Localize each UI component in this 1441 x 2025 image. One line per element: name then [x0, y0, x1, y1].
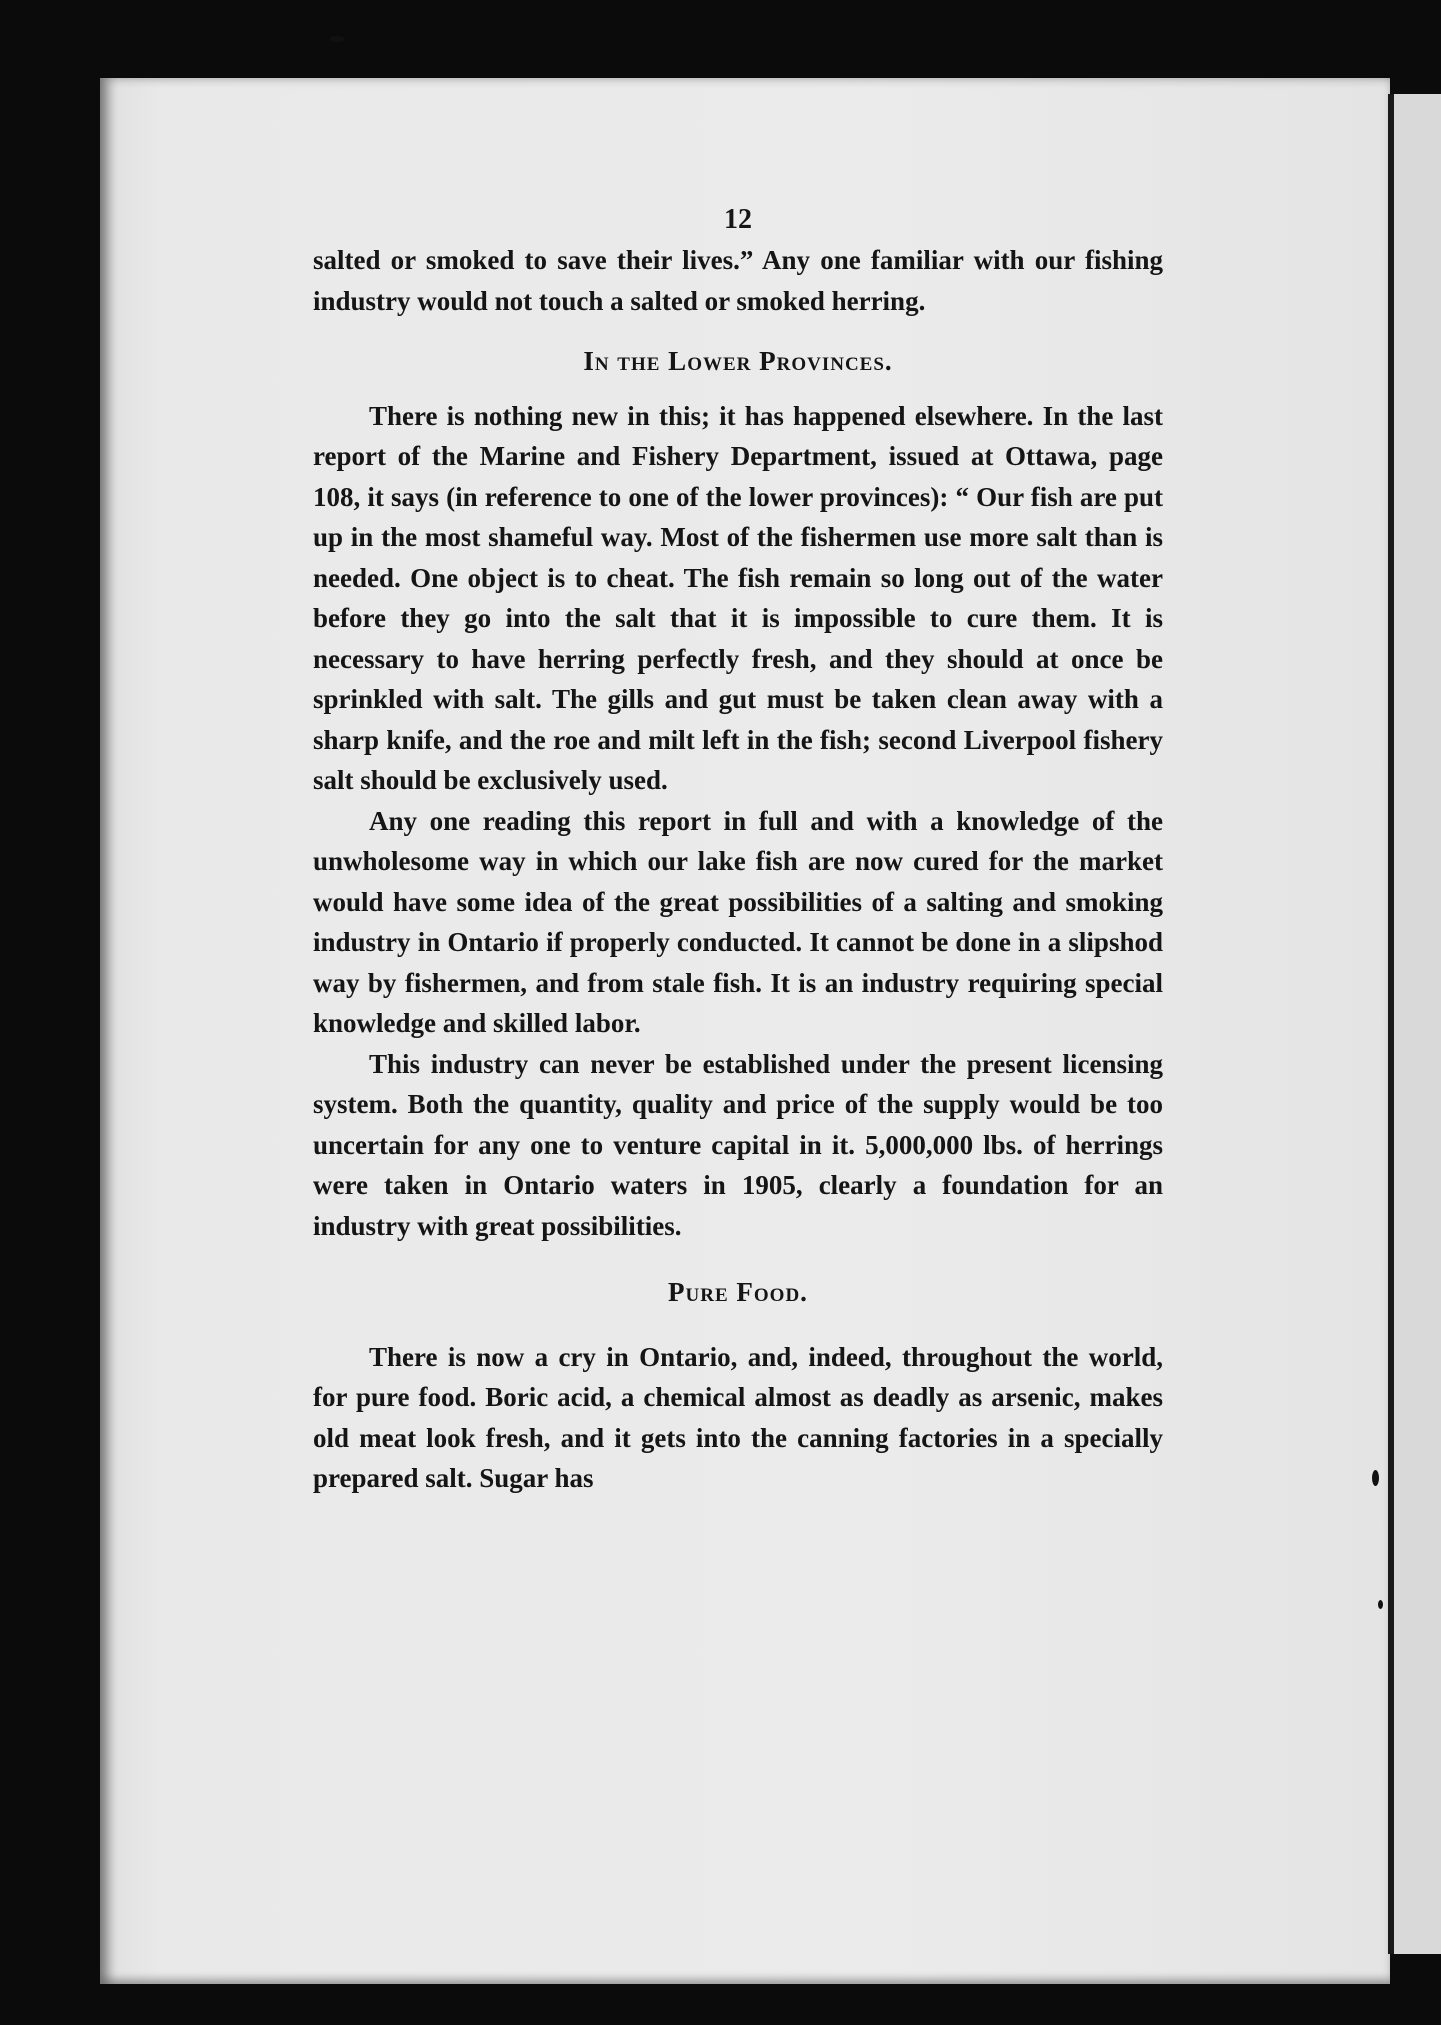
- paragraph: This industry can never be established under the present licensing system. Both the quantity, quality and price of the supply would be too uncertain for any one to venture capital in it. 5,000,000 lbs. of herrings were taken in Ontario waters in 1905, clearly a foundation for an industry with great possibilities.: [313, 1048, 1163, 1241]
- text-block: [313, 200, 1163, 1499]
- scan-speck: [330, 36, 344, 42]
- scan-speck: [1372, 1470, 1379, 1486]
- paragraph: There is nothing new in this; it has happened elsewhere. In the last report of the Marine and Fishery Department, issued at Ottawa, page 108, it says (in reference to one of the lower provinces): “ Our fish are put up in the most shameful way. Most of the fishermen use more salt than is needed. One object is to cheat. The fish remain so long out of the water before they go into the salt that it is impossible to cure them. It is necessary to have herring perfectly fresh, and they should at once be sprinkled with salt. The gills and gut must be taken clean away with a sharp knife, and the roe and milt left in the fish; second Liverpool fishery salt should be exclusively used.: [313, 400, 1163, 795]
- section-heading-lower-provinces: In the Lower Provinces.: [583, 346, 893, 376]
- paragraph-continued: salted or smoked to save their lives.” Any one familiar with our fishing industry would not touch a salted or smoked herring.: [313, 245, 1163, 316]
- paragraph: Any one reading this report in full and with a knowledge of the unwholesome way in which our lake fish are now cured for the market would have some idea of the great possibilities of a salting and smoking industry in Ontario if properly conducted. It cannot be done in a slipshod way by fishermen, and from stale fish. It is an industry requiring special knowledge and skilled labor.: [313, 805, 1163, 1038]
- paragraph: There is now a cry in Ontario, and, indeed, throughout the world, for pure food. Boric acid, a chemical almost as deadly as arsenic, makes old meat look fresh, and it gets into the canning factories in a specially prepared salt. Sugar has: [313, 1341, 1163, 1493]
- page-number: 12: [724, 204, 752, 235]
- facing-page-strip: [1394, 94, 1441, 1954]
- section-heading-pure-food: Pure Food.: [668, 1277, 808, 1307]
- scan-speck: [1378, 1600, 1383, 1609]
